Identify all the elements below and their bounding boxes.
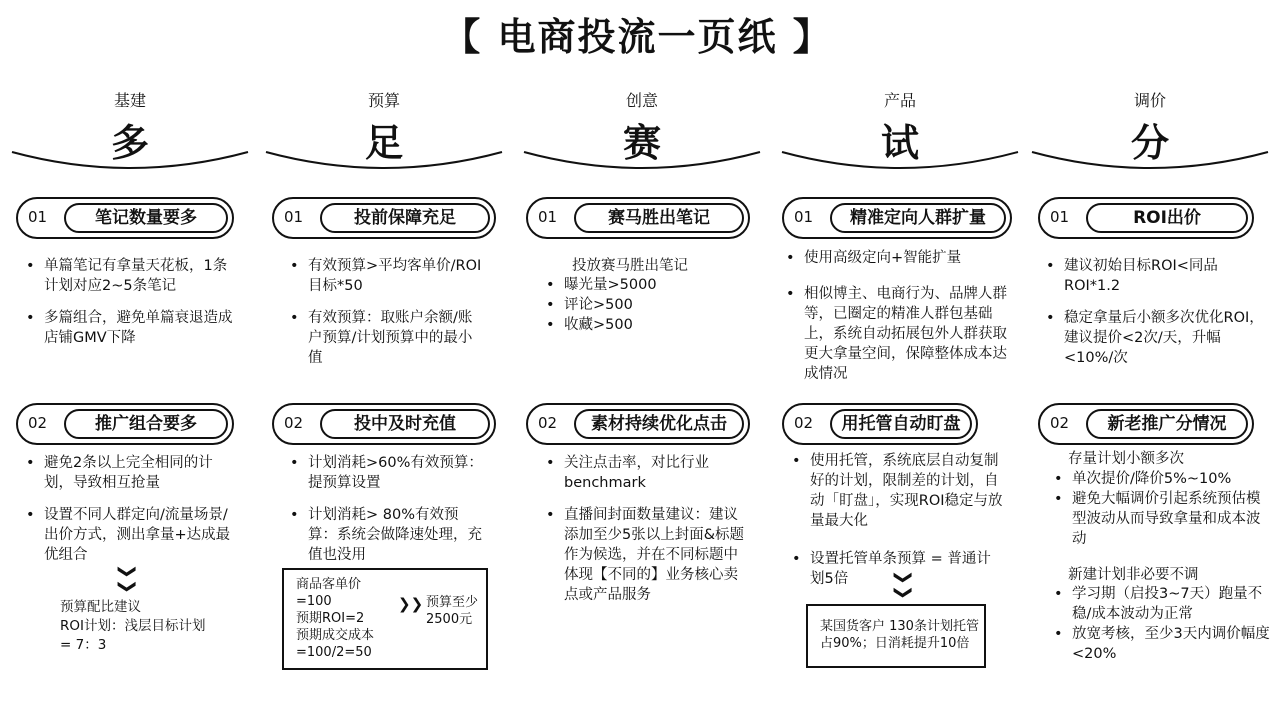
- bullet-list: [1052, 469, 1270, 549]
- column-tiaojia: [1030, 0, 1275, 701]
- list-item: • 单次提价/降价5%~10%: [1052, 469, 1270, 489]
- category-keyword: 足: [364, 121, 403, 165]
- section-label: 用托管自动盯盘: [830, 409, 972, 439]
- arc-divider: [522, 148, 762, 172]
- section-number: 02: [28, 414, 48, 432]
- column-yusuan: [264, 0, 514, 701]
- list-item: • 计划消耗> 80%有效预算：系统会做降速处理，充值也没用: [288, 505, 486, 565]
- list-item: • 多篇组合，避免单篇衰退造成店铺GMV下降: [24, 308, 236, 348]
- section-number: 02: [794, 414, 814, 432]
- arc-divider: [780, 148, 1020, 172]
- list-item: • 收藏>500: [544, 315, 744, 335]
- section-pill: [526, 197, 750, 239]
- list-item: • 有效预算>平均客单价/ROI目标*50: [288, 256, 486, 296]
- list-item: • 稳定拿量后小额多次优化ROI，建议提价<2次/天，升幅<10%/次: [1044, 308, 1266, 368]
- section-label: ROI出价: [1086, 203, 1248, 233]
- list-item: • 计划消耗>60%有效预算：提预算设置: [288, 453, 486, 493]
- section-pill: [1038, 197, 1254, 239]
- subheading: 存量计划小额多次: [1068, 451, 1184, 467]
- section-number: 02: [538, 414, 558, 432]
- example-calc: 商品客单价=100 预期ROI=2 预期成交成本=100/2=50: [296, 577, 375, 660]
- section-label: 精准定向人群扩量: [830, 203, 1006, 233]
- list-item: • 建议初始目标ROI<同品ROI*1.2: [1044, 256, 1266, 296]
- bullet-list: [288, 256, 486, 380]
- section-pill: [782, 403, 978, 445]
- category-keyword: 试: [880, 121, 919, 165]
- section-pill: [526, 403, 750, 445]
- list-item: • 关注点击率，对比行业benchmark: [544, 453, 752, 493]
- case-box: 某国货客户 130条计划托管占90%；日消耗提升10倍: [806, 604, 986, 668]
- list-item: • 曝光量>5000: [544, 275, 744, 295]
- arc-divider: [264, 148, 504, 172]
- bullet-list: [288, 453, 486, 577]
- budget-note: 预算配比建议 ROI计划：浅层目标计划 = 7：3: [60, 599, 206, 653]
- double-arrow-icon: ❯❯: [398, 595, 424, 613]
- bullet-list: [1044, 256, 1266, 380]
- section-label: 推广组合要多: [64, 409, 228, 439]
- section-pill: [782, 197, 1012, 239]
- section-number: 02: [284, 414, 304, 432]
- section-pill: [16, 403, 234, 445]
- arc-divider: [1030, 148, 1270, 172]
- section-label: 赛马胜出笔记: [574, 203, 744, 233]
- list-item: • 学习期（启投3~7天）跑量不稳/成本波动为正常: [1052, 584, 1270, 624]
- category-label: 调价: [1133, 91, 1166, 110]
- bullet-list: [544, 275, 744, 335]
- list-item: • 使用高级定向+智能扩量: [784, 248, 1020, 268]
- section-number: 01: [284, 208, 304, 226]
- column-chuangyi: [522, 0, 772, 701]
- list-item: • 放宽考核，至少3天内调价幅度<20%: [1052, 624, 1270, 664]
- section-label: 素材持续优化点击: [574, 409, 744, 439]
- section-label: 新老推广分情况: [1086, 409, 1248, 439]
- list-item: • 使用托管，系统底层自动复制好的计划，限制差的计划，自动「盯盘」，实现ROI稳定与放量最大化: [790, 451, 1004, 531]
- chevron-down-icon: ❯❯: [893, 569, 915, 601]
- page-title: 【 电商投流一页纸 】: [442, 15, 833, 59]
- bullet-list: [1052, 584, 1270, 664]
- bullet-list: [24, 453, 236, 577]
- category-label: 预算: [367, 91, 400, 110]
- subheading: 新建计划非必要不调: [1068, 567, 1199, 583]
- section-label: 投中及时充值: [320, 409, 490, 439]
- section-pill: [16, 197, 234, 239]
- list-item: • 避免大幅调价引起系统预估模型波动从而导致拿量和成本波动: [1052, 489, 1270, 549]
- section-number: 01: [28, 208, 48, 226]
- list-item: • 相似博主、电商行为、品牌人群等，已圈定的精准人群包基础上，系统自动拓展包外人群获取更大拿量空间，保障整体成本达成情况: [784, 284, 1020, 384]
- column-chanpin: [780, 0, 1030, 701]
- category-label: 基建: [113, 91, 146, 110]
- section-pill: [272, 403, 496, 445]
- list-item: • 设置托管单条预算 = 普通计划5倍: [790, 549, 1004, 589]
- section-label: 笔记数量要多: [64, 203, 228, 233]
- section-label: 投前保障充足: [320, 203, 490, 233]
- category-keyword: 分: [1130, 121, 1169, 165]
- section-number: 02: [1050, 414, 1070, 432]
- section-intro: 投放赛马胜出笔记: [572, 258, 688, 274]
- section-number: 01: [538, 208, 558, 226]
- section-number: 01: [1050, 208, 1070, 226]
- section-pill: [1038, 403, 1254, 445]
- arc-divider: [10, 148, 250, 172]
- bullet-list: [544, 453, 752, 617]
- list-item: • 避免2条以上完全相同的计划，导致相互抢量: [24, 453, 236, 493]
- list-item: • 单篇笔记有拿量天花板，1条计划对应2~5条笔记: [24, 256, 236, 296]
- section-pill: [272, 197, 496, 239]
- list-item: • 设置不同人群定向/流量场景/出价方式，测出拿量+达成最优组合: [24, 505, 236, 565]
- chevron-down-icon: ❯❯: [117, 563, 139, 595]
- example-result: 预算至少2500元: [426, 595, 479, 627]
- category-keyword: 多: [110, 121, 149, 165]
- column-jijian: [10, 0, 260, 701]
- category-keyword: 赛: [622, 121, 661, 165]
- example-box: [282, 568, 488, 670]
- bullet-list: [24, 256, 236, 360]
- bullet-list: [784, 248, 1020, 396]
- category-label: 产品: [883, 91, 916, 110]
- list-item: • 评论>500: [544, 295, 744, 315]
- list-item: • 直播间封面数量建议：建议添加至少5张以上封面&标题作为候选，并在不同标题中体现【不同的】业务核心卖点或产品服务: [544, 505, 752, 605]
- category-label: 创意: [625, 91, 658, 110]
- list-item: • 有效预算：取账户余额/账户预算/计划预算中的最小值: [288, 308, 486, 368]
- section-number: 01: [794, 208, 814, 226]
